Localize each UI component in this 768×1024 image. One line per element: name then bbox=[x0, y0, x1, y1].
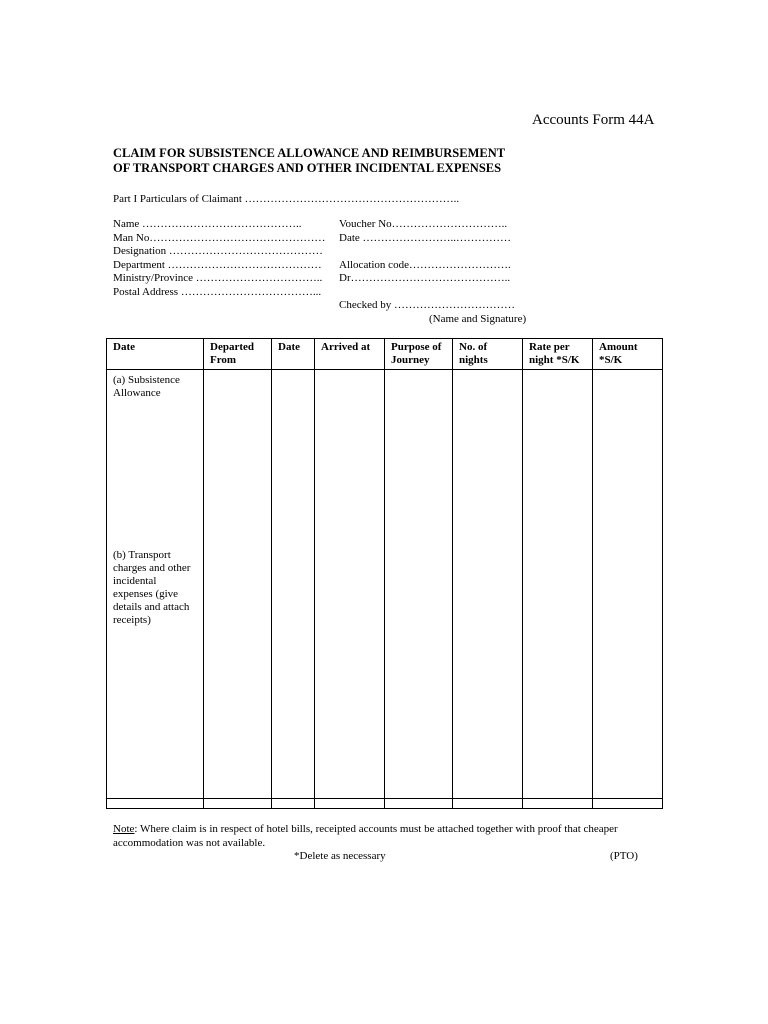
table-header-row bbox=[107, 339, 663, 370]
total-cell bbox=[107, 799, 204, 809]
voucher-fields bbox=[339, 218, 511, 286]
title-line-1: CLAIM FOR SUBSISTENCE ALLOWANCE AND REIMBURSEMENT bbox=[113, 146, 506, 160]
note-text: : Where claim is in respect of hotel bills, receipted accounts must be attached together with proof that cheaper bbox=[134, 823, 618, 835]
postal-address-field[interactable]: Postal Address ………………………………... bbox=[113, 285, 322, 298]
header-arrived-at: Arrived at bbox=[315, 339, 385, 370]
checked-by-field[interactable]: Checked by …………………………… bbox=[339, 299, 515, 311]
name-signature-label: (Name and Signature) bbox=[429, 313, 527, 325]
date-cell[interactable] bbox=[272, 370, 315, 799]
header-amount: Amount *S/K bbox=[593, 339, 663, 370]
arrived-at-cell[interactable] bbox=[315, 370, 385, 799]
allocation-code-field[interactable]: Allocation code………………………. bbox=[339, 258, 511, 271]
part1-heading: Part I Particulars of Claimant ………………………………………………….. bbox=[113, 193, 460, 205]
claimant-fields bbox=[113, 218, 325, 299]
total-cell bbox=[523, 799, 593, 809]
dr-field[interactable]: Dr…………………………………….. bbox=[339, 272, 511, 284]
transport-charges-label: (b) Transport charges and other incidental expenses (give details and attach receipts) bbox=[113, 549, 191, 626]
header-purpose: Purpose of Journey bbox=[385, 339, 453, 370]
pto-label: (PTO) bbox=[610, 850, 638, 862]
ministry-field[interactable]: Ministry/Province …………………………….. bbox=[113, 272, 323, 284]
header-no-of-nights: No. of nights bbox=[453, 339, 523, 370]
form-title bbox=[113, 146, 505, 176]
subsistence-allowance-label: (a) Subsistence Allowance bbox=[113, 374, 180, 399]
departed-from-cell[interactable] bbox=[204, 370, 272, 799]
purpose-cell[interactable] bbox=[385, 370, 453, 799]
note-paragraph bbox=[113, 823, 618, 850]
designation-field[interactable]: Designation …………………………………… bbox=[113, 245, 323, 257]
amount-cell[interactable] bbox=[593, 370, 663, 799]
voucher-no-field[interactable]: Voucher No………………………….. bbox=[339, 218, 508, 230]
claim-table bbox=[106, 338, 663, 809]
note-label: Note bbox=[113, 823, 135, 835]
header-rate-per-night: Rate per night *S/K bbox=[523, 339, 593, 370]
table-body-row bbox=[107, 370, 663, 799]
form-number: Accounts Form 44A bbox=[532, 112, 655, 128]
description-cell bbox=[107, 370, 204, 799]
rate-cell[interactable] bbox=[523, 370, 593, 799]
department-field[interactable]: Department …………………………………… bbox=[113, 258, 322, 271]
nights-cell[interactable] bbox=[453, 370, 523, 799]
note-text-2: accommodation was not available. bbox=[113, 836, 266, 849]
total-amount-cell[interactable] bbox=[593, 799, 663, 809]
name-field[interactable]: Name …………………………………….. bbox=[113, 218, 302, 230]
total-cell bbox=[204, 799, 272, 809]
total-cell bbox=[453, 799, 523, 809]
total-cell bbox=[272, 799, 315, 809]
total-cell bbox=[315, 799, 385, 809]
delete-note: *Delete as necessary bbox=[294, 850, 386, 862]
header-date: Date bbox=[107, 339, 204, 370]
table-total-row bbox=[107, 799, 663, 809]
header-date-2: Date bbox=[272, 339, 315, 370]
title-line-2: OF TRANSPORT CHARGES AND OTHER INCIDENTAL EXPENSES bbox=[113, 161, 502, 175]
man-no-field[interactable]: Man No………………………………………… bbox=[113, 231, 326, 244]
date-field[interactable]: Date ……………………..…………… bbox=[339, 231, 512, 244]
total-cell bbox=[385, 799, 453, 809]
header-departed-from: Departed From bbox=[204, 339, 272, 370]
field-spacer bbox=[339, 245, 511, 259]
